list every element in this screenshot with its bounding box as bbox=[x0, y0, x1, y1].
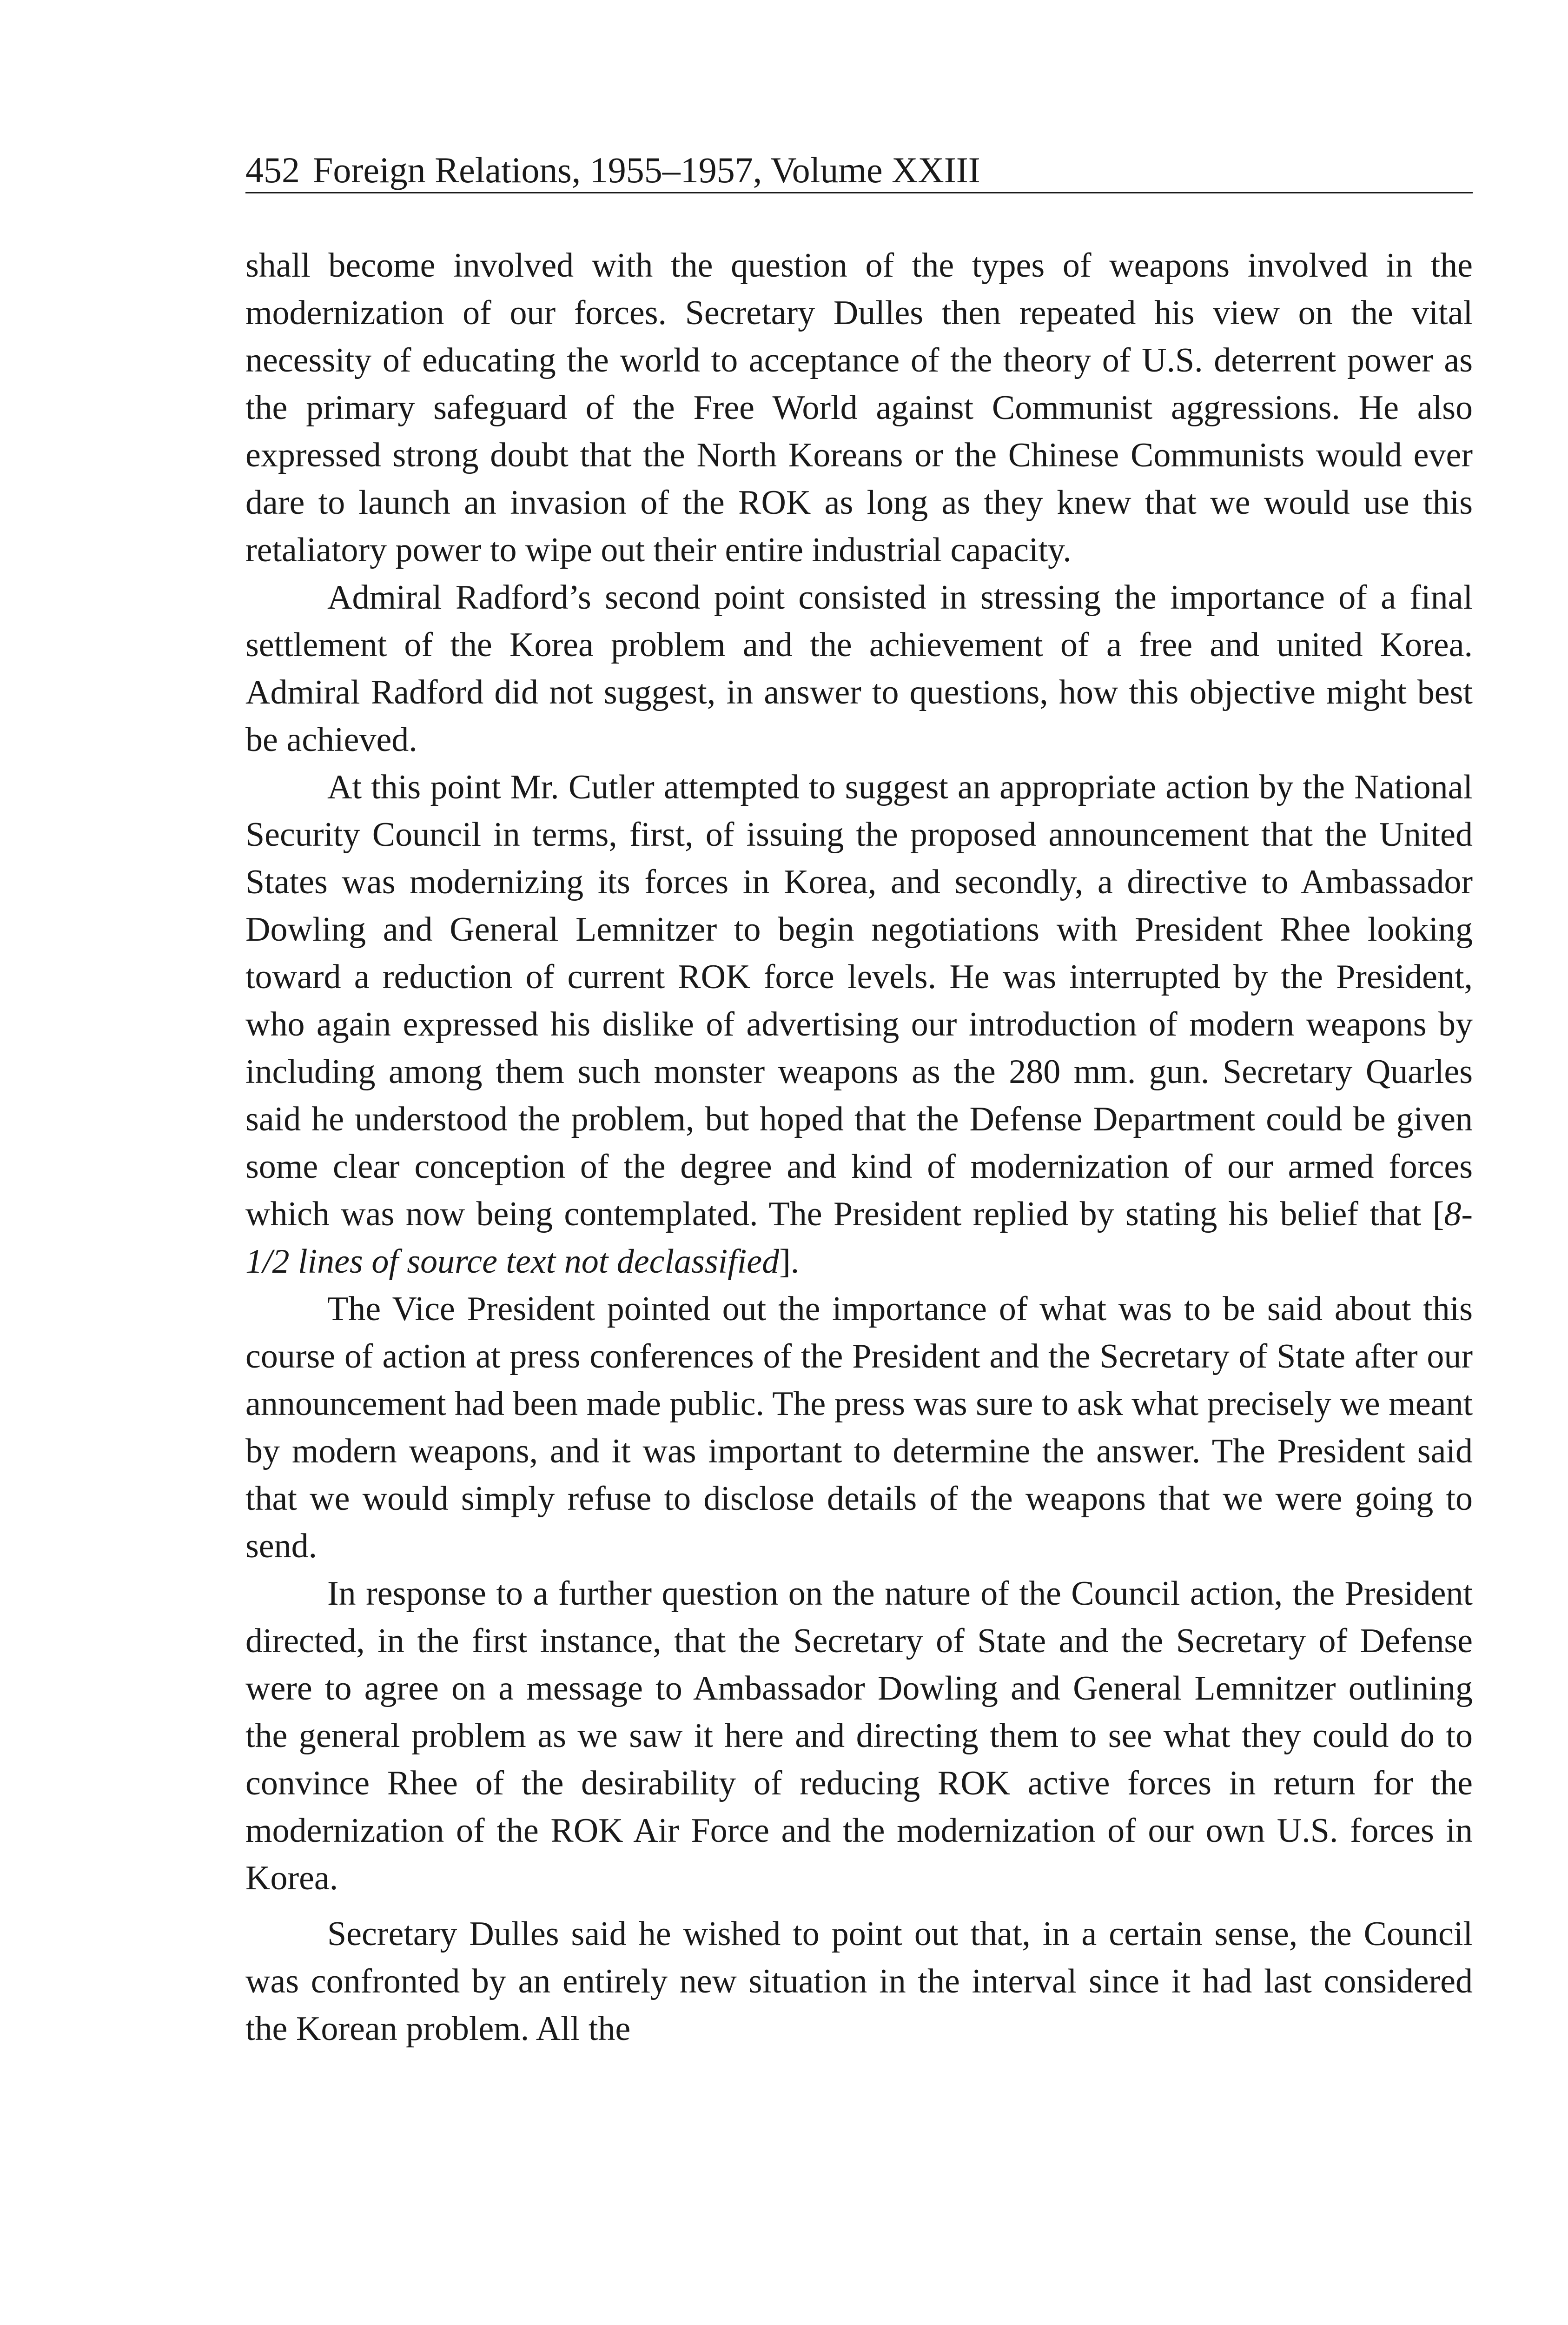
paragraph-2: Admiral Radford’s second point consisted in stressing the importance of a final settlement of the Korea problem and the achievement of a free and united Korea. Admiral Radford did not suggest, in answer to questions, how this objective might best be achieved. bbox=[245, 578, 1473, 759]
paragraph-1: shall become involved with the question of the types of weapons involved in the modernization of our forces. Secretary Dulles then repeated his view on the vital necessity of educating the world to acceptance of the theory of U.S. deterrent power as the primary safeguard of the Free World against Communist aggressions. He also expressed strong doubt that the North Koreans or the Chinese Communists would ever dare to launch an invasion of the ROK as long as they knew that we would use this retaliatory power to wipe out their entire industrial capacity. bbox=[245, 246, 1473, 569]
paragraph-3 bbox=[245, 764, 1473, 1285]
page-number: 452 bbox=[245, 150, 300, 190]
body-text bbox=[245, 242, 1473, 2053]
running-title: Foreign Relations, 1955–1957, Volume XXIII bbox=[313, 150, 980, 190]
running-header bbox=[245, 148, 1473, 193]
paragraph-6: Secretary Dulles said he wished to point out that, in a certain sense, the Council was confronted by an entirely new situation in the interval since it had last considered the Korean problem. All the bbox=[245, 1915, 1473, 2048]
declassification-note: 8-1/2 lines of source text not declassified bbox=[245, 1195, 1473, 1281]
paragraph-4: The Vice President pointed out the importance of what was to be said about this course of action at press conferences of the President and the Secretary of State after our announcement had been made public. The press was sure to ask what precisely we meant by modern weapons, and it was important to determine the answer. The President said that we would simply refuse to disclose details of the weapons that we were going to send. bbox=[245, 1290, 1473, 1565]
paragraph-5: In response to a further question on the nature of the Council action, the President directed, in the first instance, that the Secretary of State and the Secretary of Defense were to agree on a message to Ambassador Dowling and General Lemnitzer outlining the general problem as we saw it here and directing them to see what they could do to convince Rhee of the desirability of reducing ROK active forces in return for the modernization of the ROK Air Force and the modernization of our own U.S. forces in Korea. bbox=[245, 1574, 1473, 1897]
paragraph-3-text: At this point Mr. Cutler attempted to suggest an appropriate action by the National Security Council in terms, first, of issuing the proposed announcement that the United States was modernizing its forces in Korea, and secondly, a directive to Ambassador Dowling and General Lemnitzer to begin negotiations with President Rhee looking toward a reduction of current ROK force levels. He was interrupted by the President, who again expressed his dislike of advertising our introduction of modern weapons by including among them such monster weapons as the 280 mm. gun. Secretary Quarles said he understood the problem, but hoped that the Defense Department could be given some clear conception of the degree and kind of modernization of our armed forces which was now being contemplated. The President replied by stating his belief that [ bbox=[245, 768, 1473, 1233]
paragraph-3-end: ]. bbox=[779, 1242, 800, 1281]
